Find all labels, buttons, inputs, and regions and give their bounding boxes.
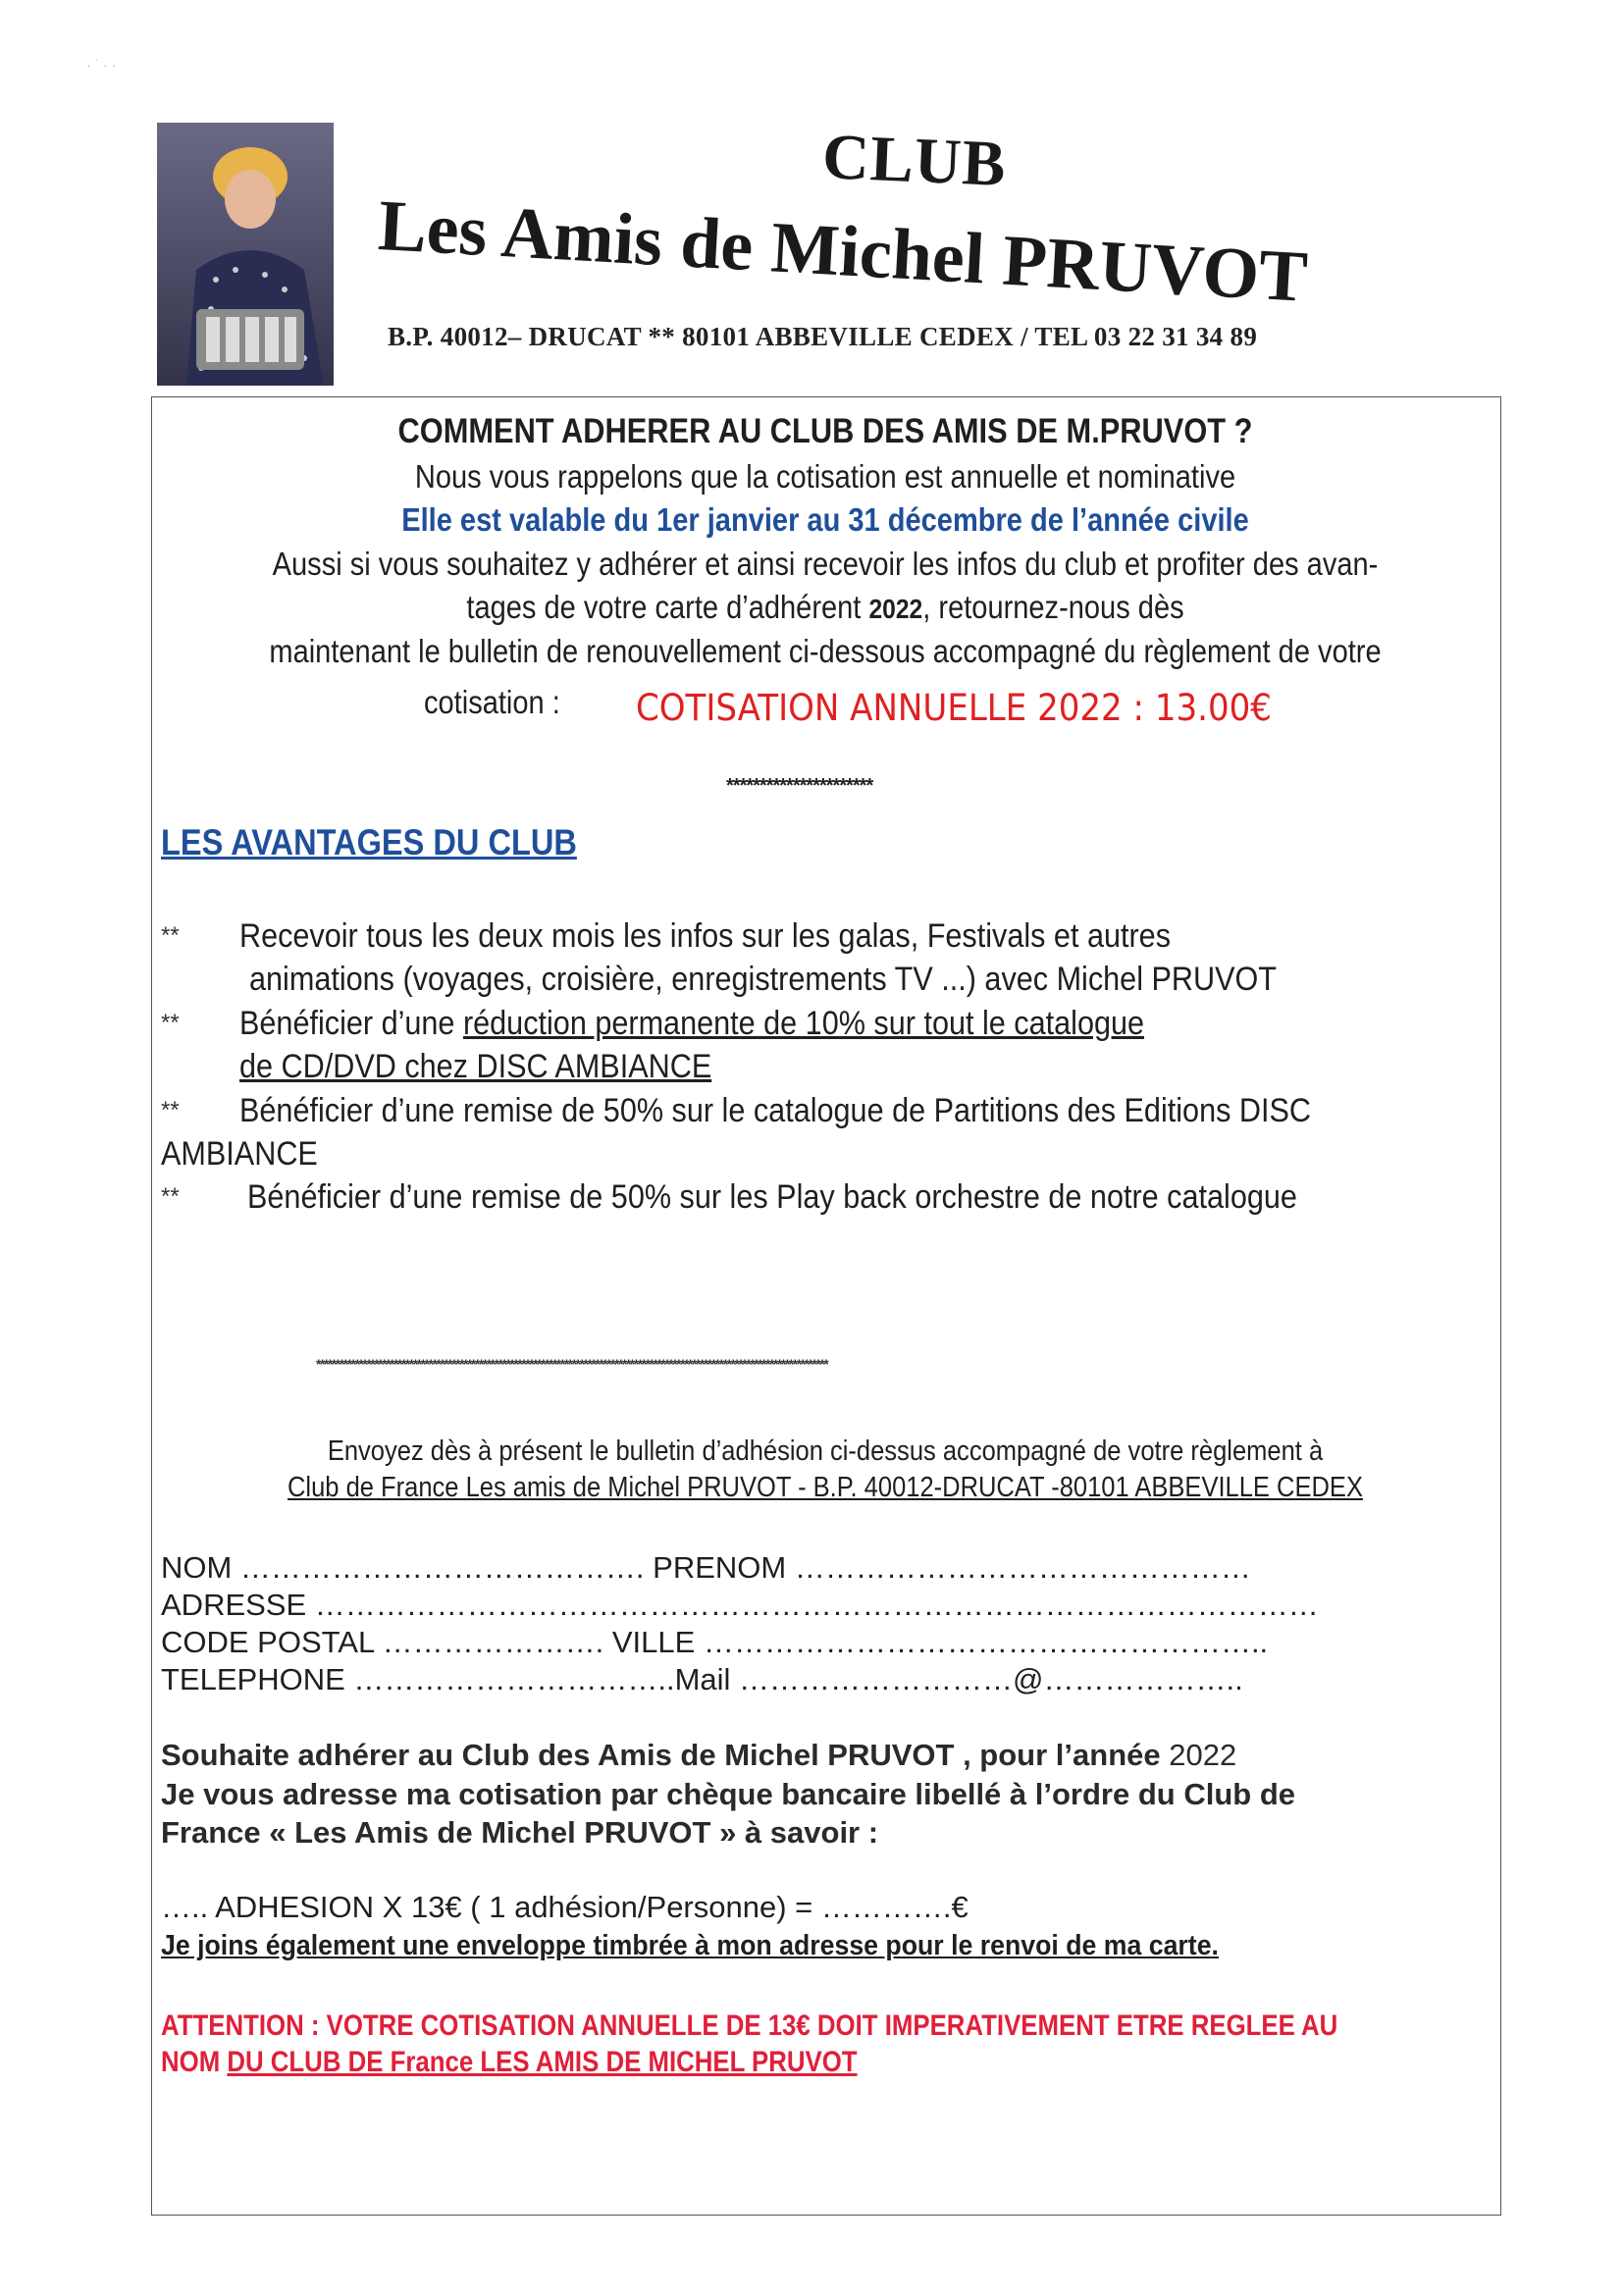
membership-statement-text: Souhaite adhérer au Club des Amis de Michel PRUVOT , pour l’année bbox=[161, 1738, 1170, 1772]
club-label: CLUB bbox=[820, 120, 1009, 201]
bullet-4-marker: ** bbox=[161, 1183, 180, 1210]
form-row-adresse[interactable]: ADRESSE ……………………………………………………………………………………… bbox=[161, 1588, 1319, 1622]
benefit-1-line-1: Recevoir tous les deux mois les infos sur les galas, Festivals et autres bbox=[239, 917, 1172, 955]
bullet-2-marker: ** bbox=[161, 1010, 180, 1036]
intro-line-4 bbox=[232, 589, 1418, 626]
send-instruction: Envoyez dès à présent le bulletin d’adhésion ci-dessus accompagné de votre règlement à bbox=[327, 1435, 1324, 1467]
intro-line-5: maintenant le bulletin de renouvellement ci-dessous accompagné du règlement de votre bbox=[269, 633, 1382, 669]
michel-pruvot-photo bbox=[157, 123, 334, 386]
attention-line-1: ATTENTION : VOTRE COTISATION ANNUELLE DE 13€ DOIT IMPERATIVEMENT ETRE REGLEE AU bbox=[161, 2009, 1338, 2042]
benefit-3-line-2: AMBIANCE bbox=[161, 1135, 318, 1173]
bullet-3-marker: ** bbox=[161, 1097, 180, 1123]
intro-heading: COMMENT ADHERER AU CLUB DES AMIS DE M.PRUVOT ? bbox=[397, 412, 1253, 450]
attention-line-2b: DU CLUB DE France LES AMIS DE MICHEL PRUVOT bbox=[227, 2046, 858, 2078]
separator-stars-2: ************************************************************************************************************************************ bbox=[316, 1356, 828, 1372]
benefit-2-line-2: de CD/DVD chez DISC AMBIANCE bbox=[239, 1048, 712, 1085]
intro-line-1: Nous vous rappelons que la cotisation est annuelle et nominative bbox=[414, 458, 1236, 495]
intro-line-4b: , retournez-nous dès bbox=[922, 589, 1184, 625]
avantages-title: LES AVANTAGES DU CLUB bbox=[161, 822, 577, 862]
photo-illustration bbox=[157, 123, 334, 386]
benefit-2-prefix: Bénéficier d’une bbox=[239, 1005, 463, 1042]
separator-stars-1: ********************** bbox=[726, 775, 873, 797]
benefit-2-line-1 bbox=[239, 1005, 1144, 1043]
membership-statement bbox=[161, 1738, 1236, 1773]
intro-line-2: Elle est valable du 1er janvier au 31 décembre de l’année civile bbox=[401, 501, 1249, 538]
envelope-note bbox=[161, 1930, 1219, 1962]
club-address: B.P. 40012– DRUCAT ** 80101 ABBEVILLE CEDEX / TEL 03 22 31 34 89 bbox=[388, 322, 1258, 351]
intro-line-3: Aussi si vous souhaitez y adhérer et ainsi recevoir les infos du club et profiter des avan- bbox=[272, 546, 1379, 582]
club-name-title: Les Amis de Michel PRUVOT bbox=[376, 184, 1310, 318]
membership-year: 2022 bbox=[1169, 1738, 1237, 1772]
attention-line-2a: NOM bbox=[161, 2046, 228, 2078]
bullet-1-marker: ** bbox=[161, 922, 180, 949]
attention-line-2 bbox=[161, 2046, 858, 2079]
payment-line-2: France « Les Amis de Michel PRUVOT » à savoir : bbox=[161, 1815, 879, 1850]
intro-year: 2022 bbox=[868, 594, 923, 624]
form-row-code-postal-ville[interactable]: CODE POSTAL …………………. VILLE ……………………………………………….. bbox=[161, 1625, 1269, 1659]
benefit-1-line-2: animations (voyages, croisière, enregistrements TV ...) avec Michel PRUVOT bbox=[249, 961, 1278, 998]
send-address: Club de France Les amis de Michel PRUVOT - B.P. 40012-DRUCAT -80101 ABBEVILLE CEDEX bbox=[288, 1472, 1363, 1503]
scan-specks: · ˙ · · bbox=[86, 57, 117, 73]
payment-line-1: Je vous adresse ma cotisation par chèque bancaire libellé à l’ordre du Club de bbox=[161, 1777, 1295, 1811]
envelope-note-end: . bbox=[1211, 1930, 1219, 1961]
form-row-nom-prenom[interactable]: NOM …………………………………. PRENOM ……………………………………… bbox=[161, 1550, 1251, 1585]
form-row-telephone-mail[interactable]: TELEPHONE …………………………..Mail ………………………@……………….. bbox=[161, 1662, 1243, 1696]
benefit-3-line-1: Bénéficier d’une remise de 50% sur le catalogue de Partitions des Editions DISC bbox=[239, 1092, 1311, 1129]
envelope-note-text: Je joins également une enveloppe timbrée à mon adresse pour le renvoi de ma carte bbox=[161, 1930, 1212, 1961]
benefit-4: Bénéficier d’une remise de 50% sur les Play back orchestre de notre catalogue bbox=[247, 1178, 1297, 1216]
adhesion-line[interactable]: ….. ADHESION X 13€ ( 1 adhésion/Personne) = ………….€ bbox=[161, 1890, 969, 1924]
benefit-2-underlined: réduction permanente de 10% sur tout le catalogue bbox=[462, 1005, 1145, 1042]
intro-line-4a: tages de votre carte d’adhérent bbox=[466, 589, 869, 625]
cotisation-label: cotisation : bbox=[424, 684, 560, 720]
cotisation-amount: COTISATION ANNUELLE 2022 : 13.00€ bbox=[636, 687, 1272, 729]
